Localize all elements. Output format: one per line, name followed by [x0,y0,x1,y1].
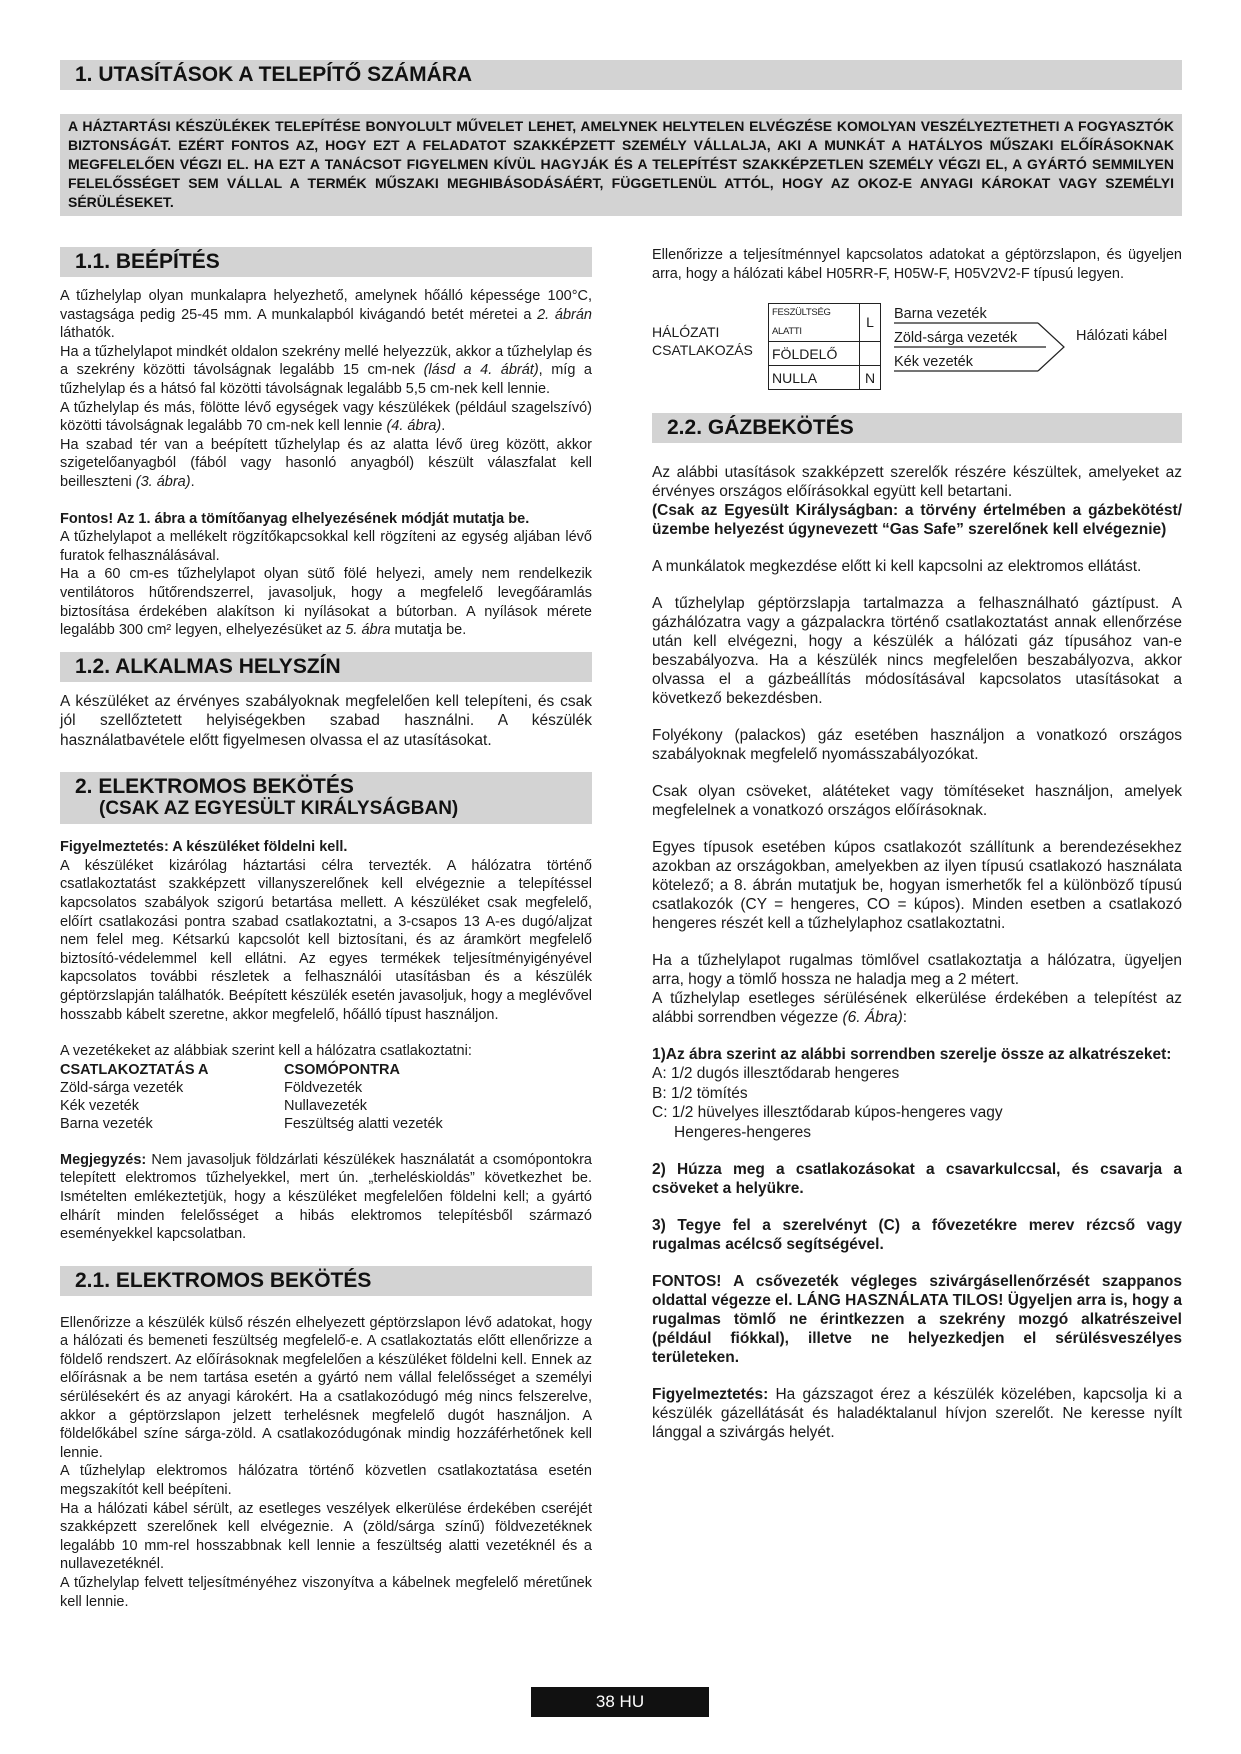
section-2-heading-line2: (CSAK AZ EGYESÜLT KIRÁLYSÁGBAN) [99,798,459,820]
list-item: C: 1/2 hüvelyes illesztődarab kúpos-hengeres vagy [652,1104,1003,1122]
installer-warning: A HÁZTARTÁSI KÉSZÜLÉKEK TELEPÍTÉSE BONYOLULT MŰVELET LEHET, AMELYNEK HELYTELEN ELVÉGZÉSE KOMOLYAN VESZÉLYEZTETHETI A FOGYASZTÓK BIZTONSÁGÁT. EZÉRT FONTOS AZ, HOGY EZT A FELADATOT SZAKKÉPZETT SZEMÉLY VÁLLALJA, AKI A MUNKÁT A HATÁLYOS MŰSZAKI ELŐÍRÁSOKNAK MEGFELELŐEN VÉGZI EL. HA EZT A TANÁCSOT FIGYELMEN KÍVÜL HAGYJÁK ÉS A TELEPÍTÉST SZAKKÉPZETLEN SZEMÉLY VÉGZI EL, A GYÁRTÓ SEMMILYEN FELELŐSSÉGET SEM VÁLLAL A TERMÉK MŰSZAKI MEGHIBÁSODÁSÁÉRT, FÜGGETLENÜL ATTÓL, HOGY AZ OKOZ-E ANYAGI KÁROKAT VAGY SZEMÉLYI SÉRÜLÉSEKET. [60,114,1182,216]
s11-important: Fontos! Az 1. ábra a tömítőanyag elhelyezésének módját mutatja be. [60,510,530,527]
s11-paragraph-1: A tűzhelylap olyan munkalapra helyezhető, amelynek hőálló képessége 100°C, vastagsága pedig 25-45 mm. A munkalapból kivágandó betét méretei a 2. ábrán láthatók. [60,288,592,342]
s2-paragraph-2: A vezetékeket az alábbiak szerint kell a hálózatra csatlakoztatni: [60,1043,472,1060]
s22-paragraph-2: A munkálatok megkezdése előtt ki kell kapcsolni az elektromos ellátást. [652,558,1142,576]
terminal-code [860,342,881,366]
s22-important: FONTOS! A csővezeték végleges szivárgásellenőrzését szappanos oldattal végezze el. LÁNG HASZNÁLATA TILOS! Ügyeljen arra is, hogy a rugalmas tömlő ne érintkezzen a szekrény mozgó alkatrészeivel (például fiókkal), illetve ne helyezkedjen el sérülésveszélyes területeken. [652,1273,1182,1367]
table-cell: Kék vezeték [60,1097,139,1114]
wire-label-blue: Kék vezeték [894,354,973,371]
terminal-row [769,366,881,390]
connection-table [60,1061,592,1133]
right-intro: Ellenőrizze a teljesítménnyel kapcsolatos adatokat a géptörzslapon, és ügyeljen arra, hogy a hálózati kábel H05RR-F, H05W-F, H05V2V2-F típusú legyen. [652,247,1182,282]
diagram-label [652,323,753,359]
s22-step-2: 2) Húzza meg a csatlakozásokat a csavarkulccsal, és csavarja a csöveket a helyükre. [652,1161,1182,1198]
terminal-row [769,342,881,366]
s22-paragraph-3: A tűzhelylap géptörzslapja tartalmazza a felhasználható gáztípust. A gázhálózatra vagy a gázpalackra történő csatlakoztatást annak ellenőrzése után kell elvégezni, hogy a készülék a hálózati gáz típusához van-e beszabályozva. Ha a készülék nincs megfelelően beszabályozva, akkor olvassa el a gázbeállítás módosításával kapcsolatos utasításokat a következő bekezdésben. [652,595,1182,708]
table-cell: Földvezeték [284,1079,363,1096]
cable-label: Hálózati kábel [1076,328,1168,345]
s22-paragraph-1: Az alábbi utasítások szakképzett szerelők részére készültek, amelyeket az érvényes országos előírásokkal együtt kell betartani. [652,464,1182,501]
s22-uk-note: (Csak az Egyesült Királyságban: a törvény értelmében a gázbekötést/üzembe helyezést úgynevezett “Gas Safe” szerelőnek kell elvégeznie) [652,502,1182,539]
s22-paragraph-4: Folyékony (palackos) gáz esetében használjon a vonatkozó országos szabályoknak megfelelő nyomásszabályozókat. [652,727,1182,764]
terminal-row [769,304,881,342]
s11-paragraph-4: Ha szabad tér van a beépített tűzhelylap és az alatta lévő üreg között, akkor szigetelőanyagból (fából vagy hasonló anyagból) készült válaszfalat kell beilleszteni (3. ábra). [60,436,592,490]
terminal-code: N [860,366,881,390]
table-cell: Zöld-sárga vezeték [60,1079,184,1096]
s21-paragraph-1: Ellenőrizze a készülék külső részén elhelyezett géptörzslapon lévő adatokat, hogy a hálózati és bemeneti feszültség megfelelő-e. A csatlakoztatás előtt ellenőrizze a földelő rendszert. Az előírásoknak megfelelően a készüléket földelni kell. Ennek az előírásnak a be nem tartása esetén a gyártó nem vállal felelősséget a személyi sérülésekért és az anyagi károkért. Ha a csatlakozódugó még nincs felszerelve, akkor a géptörzslapon jelzett terhelésnek megfelelő dugót használjon. A földelőkábel színe sárga-zöld. A csatlakozódugónak mindig hozzáférhetőnek kell lennie. [60,1314,592,1461]
s22-final-warning: Figyelmeztetés: Ha gázszagot érez a készülék közelében, kapcsolja ki a készülék gázellátását és haladéktalanul hívjon szerelőt. Ne keresse nyílt lánggal a szivárgás helyét. [652,1386,1182,1442]
s22-paragraph-7: Ha a tűzhelylapot rugalmas tömlővel csatlakoztatja a hálózatra, ügyeljen arra, hogy a tömlő hossza ne haladja meg a 2 métert. [652,952,1182,989]
s21-paragraph-3: Ha a hálózati kábel sérült, az esetleges veszélyek elkerülése érdekében cseréjét szakképzett szerelőnek kell elvégeznie. A (zöld/sárga színű) földvezetéknek legalább 10 mm-rel hosszabbnak kell lennie a feszültség alatti vezetéknél és a nullavezetéknél. [60,1500,592,1573]
s21-paragraph-4: A tűzhelylap felvett teljesítményéhez viszonyítva a kábelnek megfelelő méretűnek kell lennie. [60,1575,592,1610]
table-cell: Feszültség alatti vezeték [284,1115,443,1132]
s21-paragraph-2: A tűzhelylap elektromos hálózatra történő közvetlen csatlakoztatása esetén megszakítót kell beépíteni. [60,1463,592,1499]
list-item: Hengeres-hengeres [674,1123,812,1141]
s22-step-1: 1)Az ábra szerint az alábbi sorrendben szerelje össze az alkatrészeket: [652,1046,1172,1064]
section-1-1-heading: 1.1. BEÉPÍTÉS [60,247,592,277]
s2-note: Megjegyzés: Nem javasoljuk földzárlati készülékek használatát a csomópontokra telepített elektromos tűzhelyekkel, mert ún. „terheléskioldás” következhet be. Ismételten emlékeztetjük, hogy a készüléket megfelelően földelni kell; a gyártó elhárít minden felelősséget a hibás elektromos telepítésből származó eseményekkel kapcsolatban. [60,1151,592,1243]
section-2-2-heading: 2.2. GÁZBEKÖTÉS [652,413,1182,443]
terminal-name: FESZÜLTSÉG ALATTI [769,304,860,342]
table-cell: Nullavezeték [284,1097,368,1114]
page-number: 38 HU [531,1687,709,1717]
terminal-name: FÖLDELŐ [769,342,860,366]
section-1-2-heading: 1.2. ALKALMAS HELYSZÍN [60,652,592,682]
parts-list [652,1064,1182,1142]
diagram-label-line1: HÁLÓZATI [652,324,720,341]
connection-col-2: CSOMÓPONTRA [284,1061,400,1078]
left-column [60,247,592,1611]
section-2-heading-line1: 2. ELEKTROMOS BEKÖTÉS [75,775,354,799]
terminal-code: L [860,304,881,342]
s22-paragraph-8: A tűzhelylap esetleges sérülésének elkerülése érdekében a telepítést az alábbi sorrendben végezze (6. Ábra): [652,990,1182,1027]
right-column [652,247,1182,1442]
s11-paragraph-2: Ha a tűzhelylapot mindkét oldalon szekrény mellé helyezzük, akkor a tűzhelylap és a szekrény közötti távolságnak legalább 15 cm-nek (lásd a 4. ábrát), míg a tűzhelylap és a hátsó fal közötti távolságnak legalább 5,5 cm-nek kell lennie. [60,343,592,397]
s11-paragraph-3: A tűzhelylap és más, fölötte lévő egységek vagy készülékek (például szagelszívó) közötti távolságnak legalább 70 cm-nek kell lennie (4. ábra). [60,399,592,435]
s22-paragraph-6: Egyes típusok esetében kúpos csatlakozót szállítunk a berendezésekhez azokban az országokban, amelyekben az ilyen típusú csatlakozó használata kötelező; a 8. ábrán mutatjuk be, hogyan ismerhetők fel a különböző típusú csatlakozók (CY = hengeres, CO = kúpos). Minden esetben a csatlakozó hengeres részét kell a tűzhelylaphoz csatlakoztatni. [652,839,1182,933]
s2-warning: Figyelmeztetés: A készüléket földelni kell. [60,839,348,856]
s22-paragraph-5: Csak olyan csöveket, alátéteket vagy tömítéseket használjon, amelyek megfelelnek a vonatkozó országos előírásoknak. [652,783,1182,820]
list-item: B: 1/2 tömítés [652,1084,748,1102]
wire-label-green-yellow: Zöld-sárga vezeték [894,330,1018,347]
s2-paragraph-1: A készüléket kizárólag háztartási célra tervezték. A hálózatra történő csatlakoztatást szakképzett villanyszerelőnek kell elvégeznie a telepítéssel kapcsolatos szabályok szigorú betartása mellett. A készüléket csak megfelelő, előírt csatlakozási pontra szabad csatlakoztatni, a 3-csapos 13 A-es dugó/aljzat nem felel meg. Kétsarkú kapcsolót kell biztosítani, és az áramkört megfelelő biztosító-védelemmel kell ellátni. Az egyes termékek teljesítményigényével kapcsolatos további részletek a felhasználói utasításban és a készülék géptörzslapján találhatók. Beépített készülék esetén javasoljuk, hogy a meglévővel hosszabb kábelt szeretne, akkor megfelelő, hőálló típust használjon. [60,857,592,1023]
s22-step-3: 3) Tegye fel a szerelvényt (C) a fővezetékre merev rézcső vagy rugalmas acélcső segítségével. [652,1217,1182,1254]
mains-connection-diagram [652,303,1182,386]
table-row [60,1115,592,1133]
diagram-label-line2: CSATLAKOZÁS [652,342,753,359]
table-row [60,1097,592,1115]
terminal-name: NULLA [769,366,860,390]
s11-paragraph-6: A tűzhelylapot a mellékelt rögzítőkapcsokkal kell rögzíteni az egység aljában lévő furatok felhasználásával. [60,529,592,564]
wire-label-brown: Barna vezeték [894,306,987,323]
wire-arrow-icon [888,303,1078,375]
s12-paragraph: A készüléket az érvényes szabályoknak megfelelően kell telepíteni, és csak jól szellőztetett helyiségekben szabad használni. A készülék használatbavétele előtt figyelmesen olvassa el az utasításokat. [60,692,592,749]
section-2-1-heading: 2.1. ELEKTROMOS BEKÖTÉS [60,1266,592,1296]
list-item: A: 1/2 dugós illesztődarab hengeres [652,1065,900,1083]
s11-paragraph-7: Ha a 60 cm-es tűzhelylapot olyan sütő fölé helyezi, amely nem rendelkezik ventilátoros hűtőrendszerrel, javasoljuk, hogy a megfelelő levegőáramlás biztosítása érdekében alakítson ki nyílásokat a bútorban. A nyílások mérete legalább 300 cm² legyen, elhelyezésüket az 5. ábra mutatja be. [60,566,592,639]
section-2-heading [60,772,592,824]
table-row [60,1079,592,1097]
page-title: 1. UTASÍTÁSOK A TELEPÍTŐ SZÁMÁRA [60,60,1182,90]
terminal-table [768,303,881,390]
connection-col-1: CSATLAKOZTATÁS A [60,1061,209,1078]
table-cell: Barna vezeték [60,1115,153,1132]
